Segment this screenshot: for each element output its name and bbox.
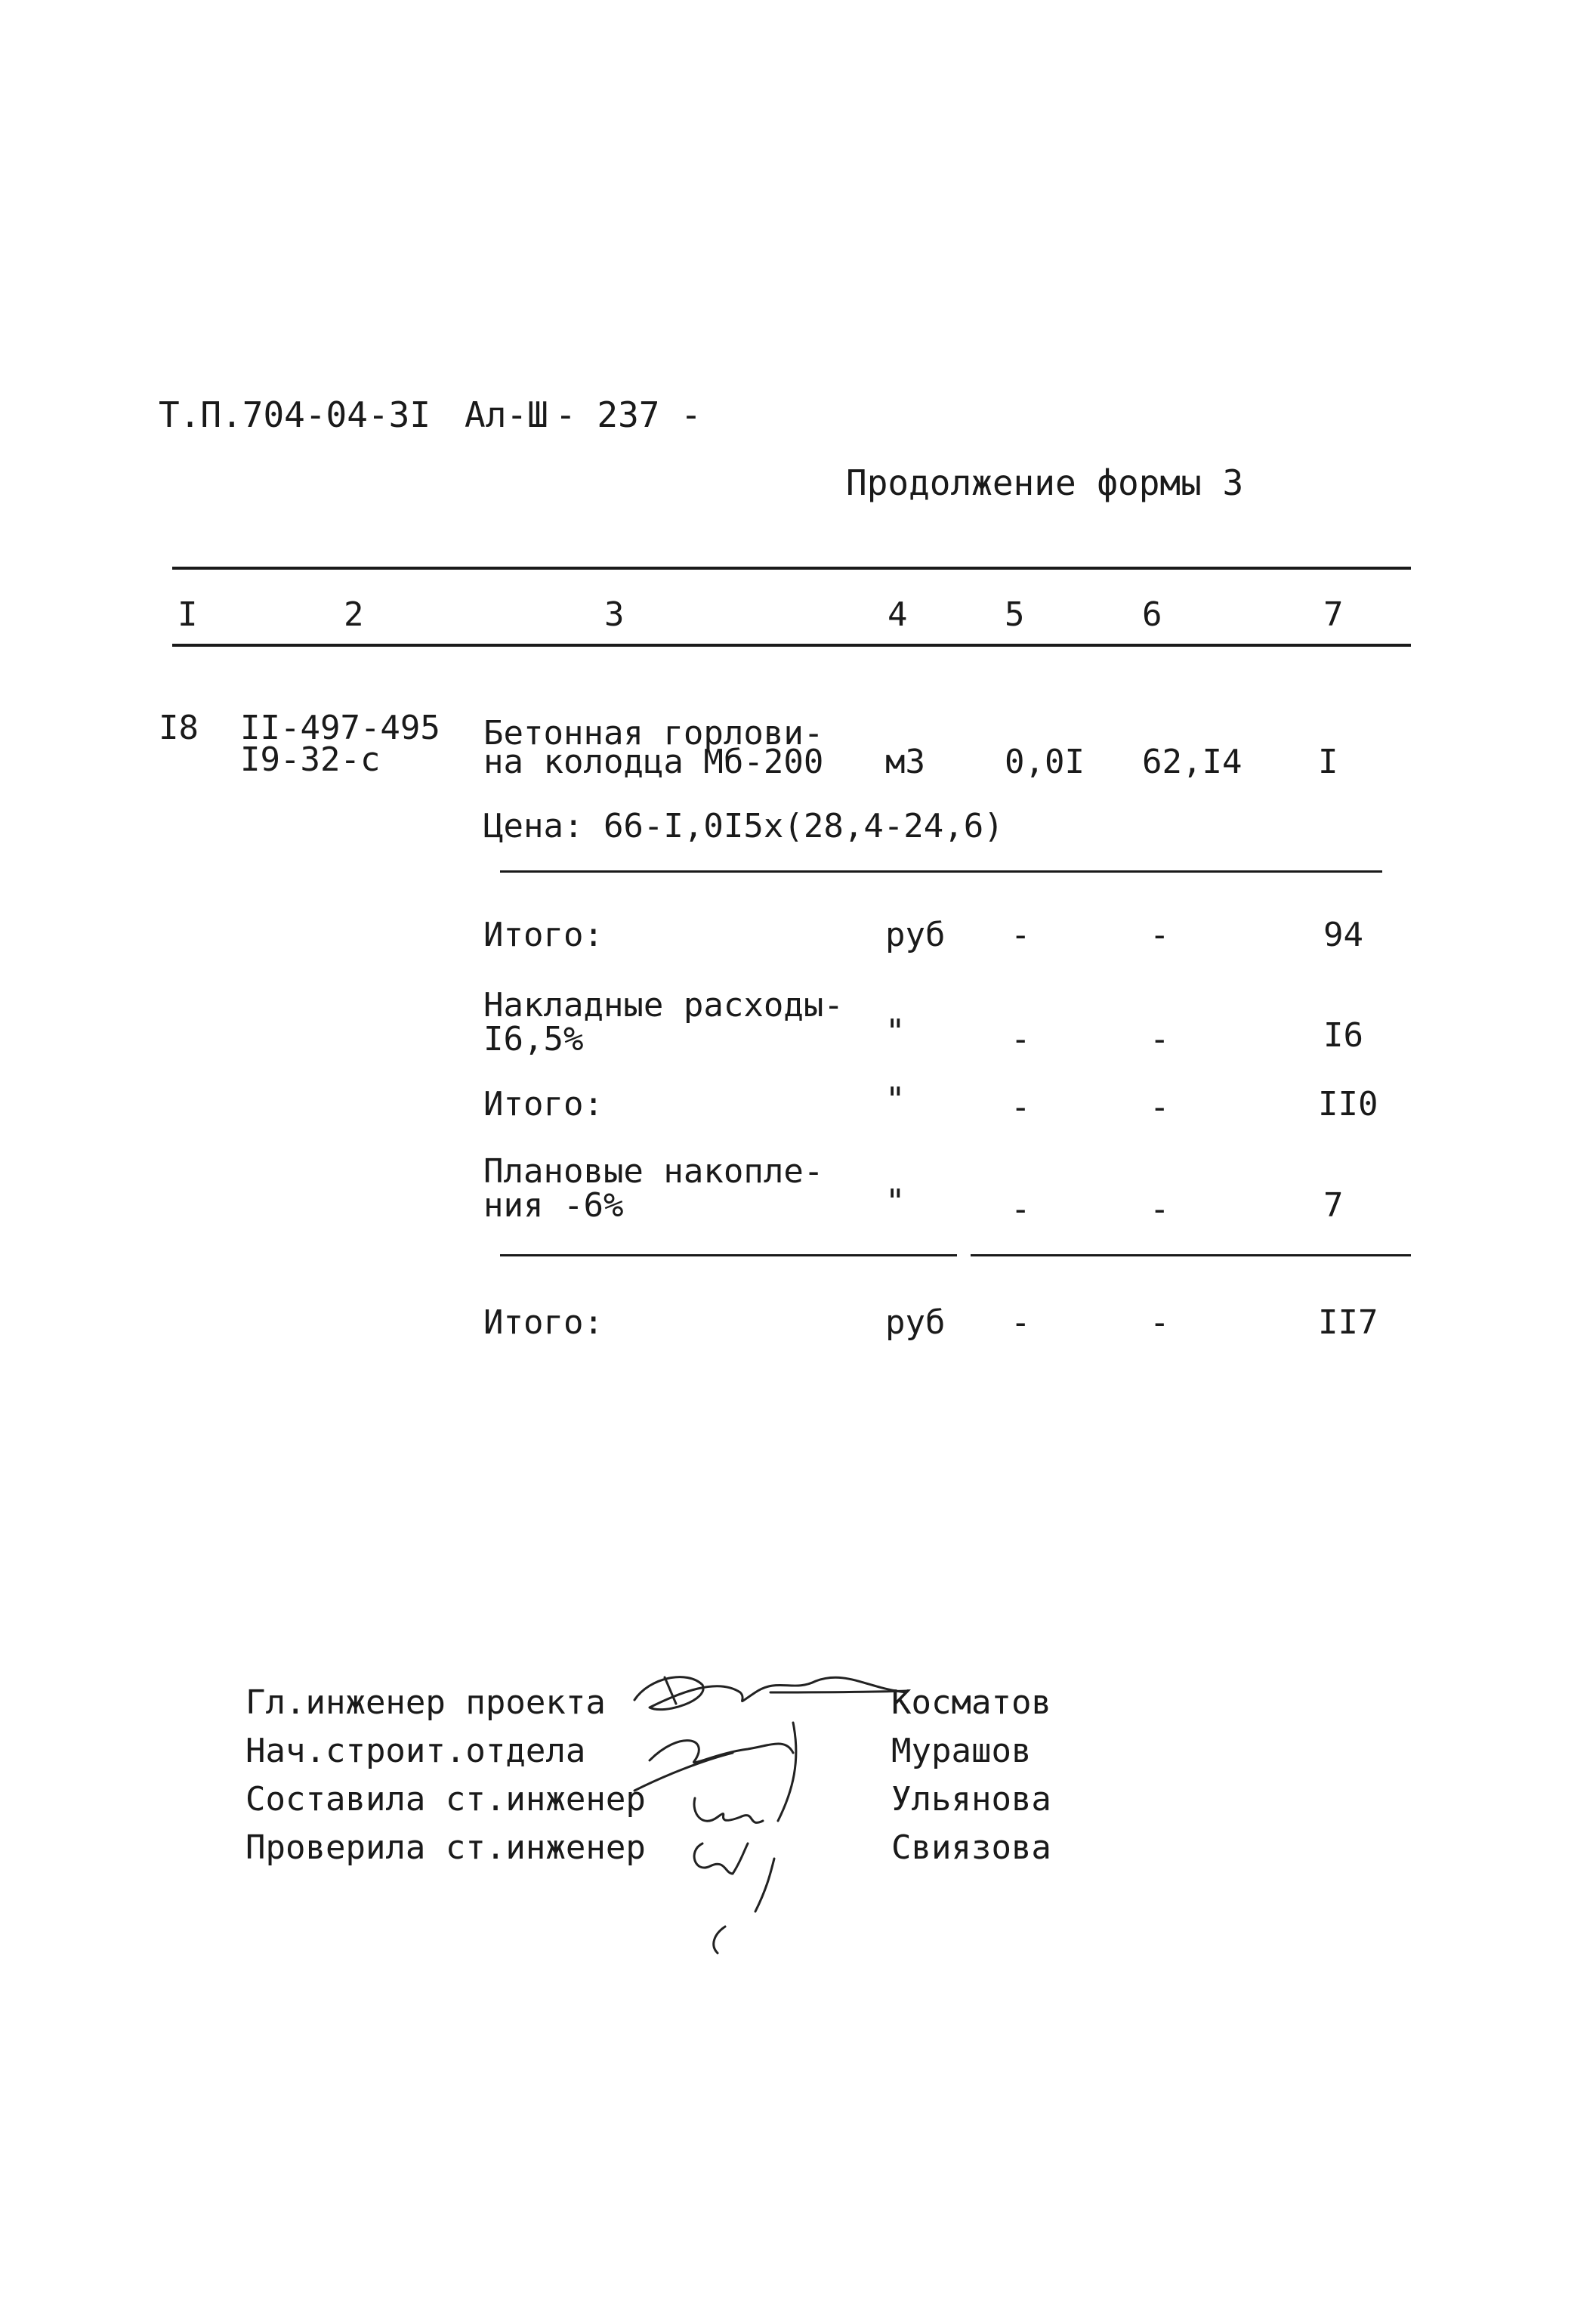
column-header-3: 3 <box>604 595 625 634</box>
summary-label: Итого: <box>483 916 604 954</box>
signature-name: Ульянова <box>891 1780 1051 1819</box>
summary-col6: - <box>1150 916 1170 954</box>
summary-label-line1: Плановые накопле- <box>483 1152 824 1191</box>
signature-role: Нач.строит.отдела <box>245 1732 586 1770</box>
item-price-note: Цена: 66-I,0I5х(28,4-24,6) <box>483 807 1004 845</box>
summary-unit: " <box>885 1080 906 1119</box>
header-bottom-rule <box>172 644 1411 647</box>
doc-code: Т.П.704-04-3I <box>159 394 431 435</box>
column-header-6: 6 <box>1142 595 1162 634</box>
grand-total-unit: руб <box>885 1303 946 1342</box>
signature-name: Косматов <box>891 1683 1051 1722</box>
item-unit: м3 <box>885 743 925 781</box>
summary-label-line2: I6,5% <box>483 1020 584 1059</box>
column-header-7: 7 <box>1323 595 1344 634</box>
summary-unit: руб <box>885 916 946 954</box>
signature-name: Мурашов <box>891 1732 1032 1770</box>
grand-total-value: II7 <box>1318 1303 1378 1342</box>
grand-total-col6: - <box>1150 1303 1170 1342</box>
summary-col5: - <box>1011 916 1031 954</box>
item-code-line1: II-497-495 <box>240 709 440 747</box>
summary-label-line1: Накладные расходы- <box>483 986 844 1025</box>
handwritten-signatures <box>619 1647 997 1964</box>
summary-value: I6 <box>1323 1016 1363 1055</box>
summary-unit: " <box>885 1182 906 1221</box>
signature-name: Свиязова <box>891 1828 1051 1867</box>
form-caption: Продолжение формы 3 <box>846 462 1244 503</box>
summary-label-line2: ния -6% <box>483 1186 624 1225</box>
item-quantity: 0,0I <box>1005 743 1085 781</box>
page-number: - 237 - <box>555 394 702 435</box>
item-code-line2: I9-32-с <box>240 740 381 779</box>
column-header-2: 2 <box>344 595 364 634</box>
item-description-line1: Бетонная горлови- <box>483 714 824 753</box>
item-bottom-rule <box>500 870 1382 873</box>
item-price: 62,I4 <box>1142 743 1243 781</box>
grand-total-label: Итого: <box>483 1303 604 1342</box>
column-header-1: I <box>178 595 198 634</box>
summary-col5: - <box>1011 1020 1031 1059</box>
summary-unit: " <box>885 1012 906 1051</box>
summary-value: 94 <box>1323 916 1363 954</box>
item-description-line2: на колодца Мб-200 <box>483 743 824 781</box>
grand-total-col5: - <box>1011 1303 1031 1342</box>
grand-total-rule-right <box>971 1254 1411 1256</box>
signature-role: Гл.инженер проекта <box>245 1683 606 1722</box>
summary-value: II0 <box>1318 1085 1378 1123</box>
column-header-5: 5 <box>1005 595 1025 634</box>
summary-col6: - <box>1150 1088 1170 1127</box>
signature-role: Проверила ст.инженер <box>245 1828 646 1867</box>
album-number: Ал-Ш <box>465 394 548 435</box>
summary-col6: - <box>1150 1190 1170 1228</box>
summary-col5: - <box>1011 1088 1031 1127</box>
summary-value: 7 <box>1323 1186 1344 1225</box>
summary-col6: - <box>1150 1020 1170 1059</box>
signature-role: Составила ст.инженер <box>245 1780 646 1819</box>
summary-col5: - <box>1011 1190 1031 1228</box>
column-header-4: 4 <box>888 595 908 634</box>
summary-label: Итого: <box>483 1085 604 1123</box>
item-number: I8 <box>159 709 199 747</box>
item-total: I <box>1318 743 1338 781</box>
table-top-rule <box>172 567 1411 570</box>
grand-total-rule-left <box>500 1254 957 1256</box>
